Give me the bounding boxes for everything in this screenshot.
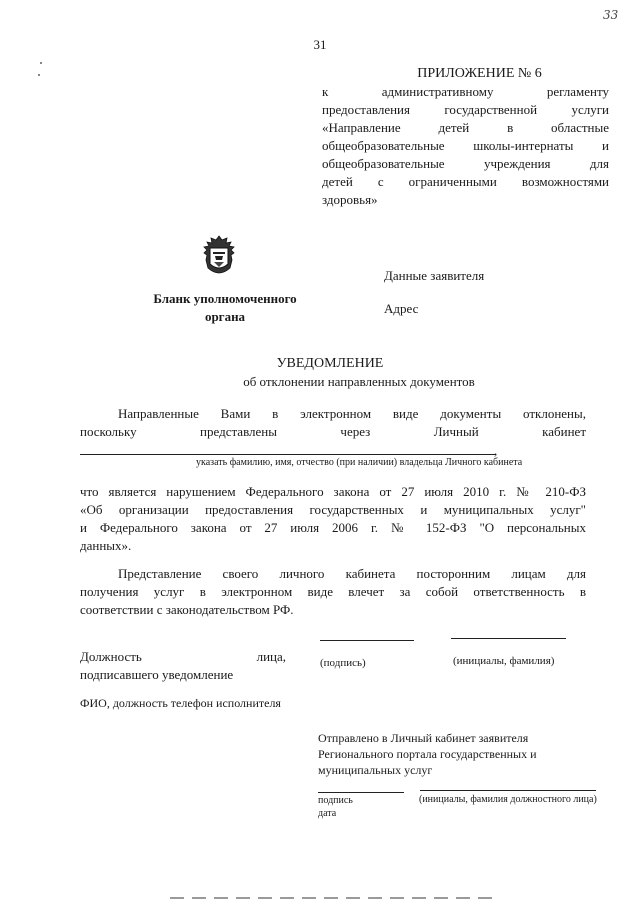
appendix-line: общеобразовательные школы-интернаты и <box>322 138 609 153</box>
appendix-title: ПРИЛОЖЕНИЕ № 6 <box>417 66 542 81</box>
appendix-line: общеобразовательные учреждения для <box>322 156 609 171</box>
scan-artifact <box>170 897 500 899</box>
paragraph-line: и Федерального закона от 27 июля 2006 г. № 152-ФЗ "О персональных <box>80 520 586 535</box>
handwritten-page-number: 33 <box>603 8 619 22</box>
law-paragraph <box>80 483 586 555</box>
paragraph-line: Представление своего личного кабинета посторонним лицам для <box>118 566 586 581</box>
authority-line: органа <box>204 309 246 324</box>
sent-block <box>318 730 537 778</box>
paragraph-line: соответствии с законодательством РФ. <box>80 602 294 617</box>
appendix-line: детей с ограниченными возможностями <box>322 174 609 189</box>
notice-title: УВЕДОМЛЕНИЕ <box>276 356 384 371</box>
paragraph-line: Направленные Вами в электронном виде документы отклонены, <box>118 406 586 421</box>
scan-dot <box>38 74 40 76</box>
applicant-data-label: Данные заявителя <box>384 268 485 283</box>
sent-date-caption: дата <box>318 808 337 819</box>
signature-line <box>320 640 414 641</box>
paragraph-line: что является нарушением Федерального закона от 27 июля 2010 г. № 210-ФЗ <box>80 484 586 499</box>
position-label: подписавшего уведомление <box>80 667 234 682</box>
sent-signature-line <box>318 792 404 793</box>
coat-of-arms-icon <box>201 234 237 278</box>
cabinet-owner-line <box>80 454 496 455</box>
sent-line: муниципальных услуг <box>318 763 433 777</box>
address-label: Адрес <box>384 301 419 316</box>
paragraph-line: «Об организации предоставления государственных и муниципальных услуг" <box>80 502 586 517</box>
page-number: 31 <box>313 37 327 52</box>
position-label: Должность лица, <box>80 649 286 664</box>
appendix-line: предоставления государственной услуги <box>322 102 609 117</box>
sent-line: Регионального портала государственных и <box>318 747 537 761</box>
owner-caption: указать фамилию, имя, отчество (при наличии) владельца Личного кабинета <box>196 457 523 468</box>
authority-blank-label <box>130 290 320 326</box>
appendix-line: «Направление детей в областные <box>322 120 609 135</box>
appendix-line: к административному регламенту <box>322 84 609 99</box>
name-caption: (инициалы, фамилия) <box>453 655 555 667</box>
paragraph-line: поскольку представлены через Личный кабинет <box>80 424 586 439</box>
authority-line: Бланк уполномоченного <box>153 291 297 306</box>
paragraph-line: данных». <box>80 538 132 553</box>
name-line <box>451 638 566 639</box>
paragraph-line: получения услуг в электронном виде влечет за собой ответственность в <box>80 584 586 599</box>
sent-signature-caption: подпись <box>318 795 353 806</box>
appendix-line: здоровья» <box>322 192 378 207</box>
notice-subtitle: об отклонении направленных документов <box>243 374 475 389</box>
executor-label: ФИО, должность телефон исполнителя <box>80 696 281 710</box>
comma: , <box>494 443 498 458</box>
sent-name-caption: (инициалы, фамилия должностного лица) <box>419 794 597 805</box>
signature-caption: (подпись) <box>320 657 366 669</box>
appendix-block <box>322 64 609 209</box>
sent-line: Отправлено в Личный кабинет заявителя <box>318 731 529 745</box>
scan-dot <box>40 62 42 64</box>
sent-name-line <box>420 790 596 791</box>
